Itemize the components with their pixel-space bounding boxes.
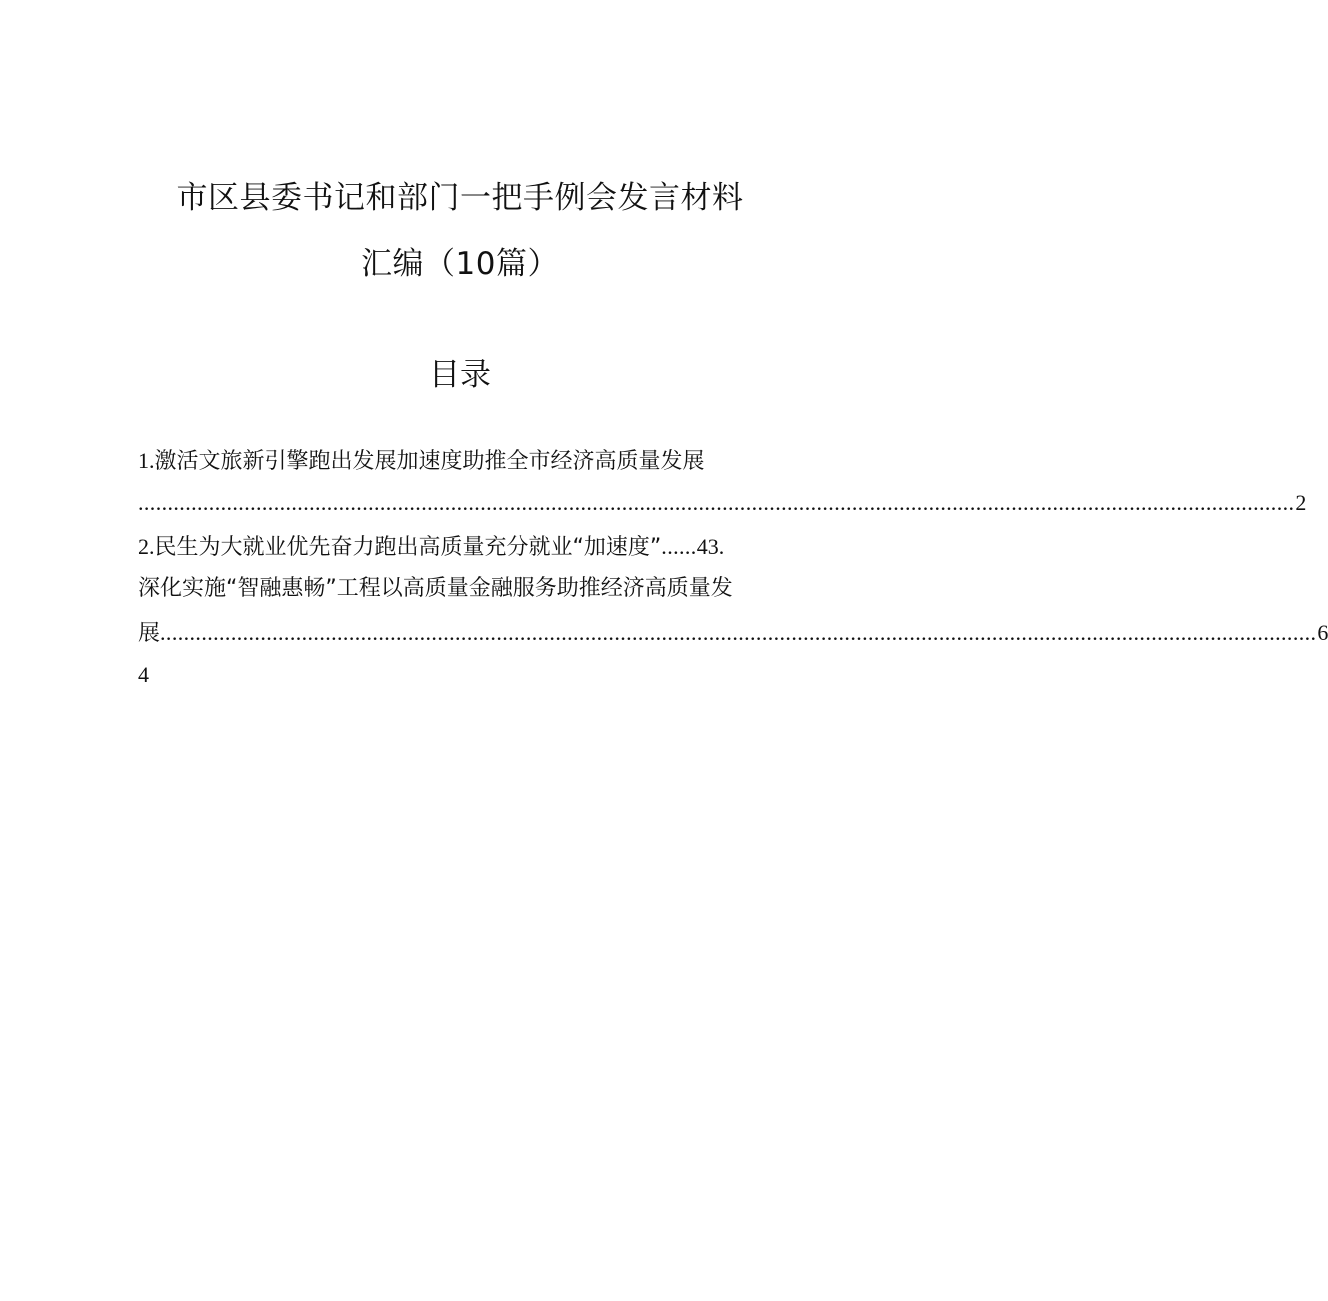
- toc-entry-3-page-part-1: 6: [1317, 620, 1328, 645]
- toc-entry-3-text-line-1: 深化实施“智融惠畅”工程以高质量金融服务助推经济高质量发: [138, 576, 733, 601]
- toc-entry-3-text-line-2: 展: [138, 621, 161, 646]
- toc-entry-1-leader: [138, 488, 1307, 518]
- toc-entry-2-text: 民生为大就业优先奋力跑出高质量充分就业“加速度”: [154, 535, 662, 560]
- toc-entry-3-dot-leader: ....................................................................................................................................................................................................: [160, 620, 1317, 645]
- toc-entry-1-title[interactable]: [138, 446, 788, 477]
- toc-entry-3-page-wrap: [138, 660, 788, 691]
- toc-entry-2-dot-leader: ......: [661, 534, 697, 559]
- toc-heading: 目录: [429, 357, 491, 393]
- toc-entry-1-page: 2: [1295, 490, 1307, 515]
- toc-entry-3-leader: [138, 618, 1328, 649]
- toc-entry-2-title[interactable]: [138, 532, 788, 563]
- toc-entry-2-number: 2.: [138, 534, 155, 559]
- toc-entry-1-number: 1.: [138, 448, 155, 473]
- document-title-line-2: 汇编（10篇）: [361, 246, 559, 282]
- toc-entry-2-page: 4: [696, 534, 708, 559]
- document-title-line-1: 市区县委书记和部门一把手例会发言材料: [176, 180, 744, 216]
- toc-entry-3-title[interactable]: [138, 574, 798, 604]
- toc-entry-1-text: 激活文旅新引擎跑出发展加速度助推全市经济高质量发展: [154, 449, 705, 474]
- toc-entry-1-dot-leader: ....................................................................................................................................................................................................: [138, 490, 1295, 515]
- toc-entry-3-page-part-2: 4: [138, 662, 149, 687]
- toc-entry-3-number: 3.: [707, 534, 725, 559]
